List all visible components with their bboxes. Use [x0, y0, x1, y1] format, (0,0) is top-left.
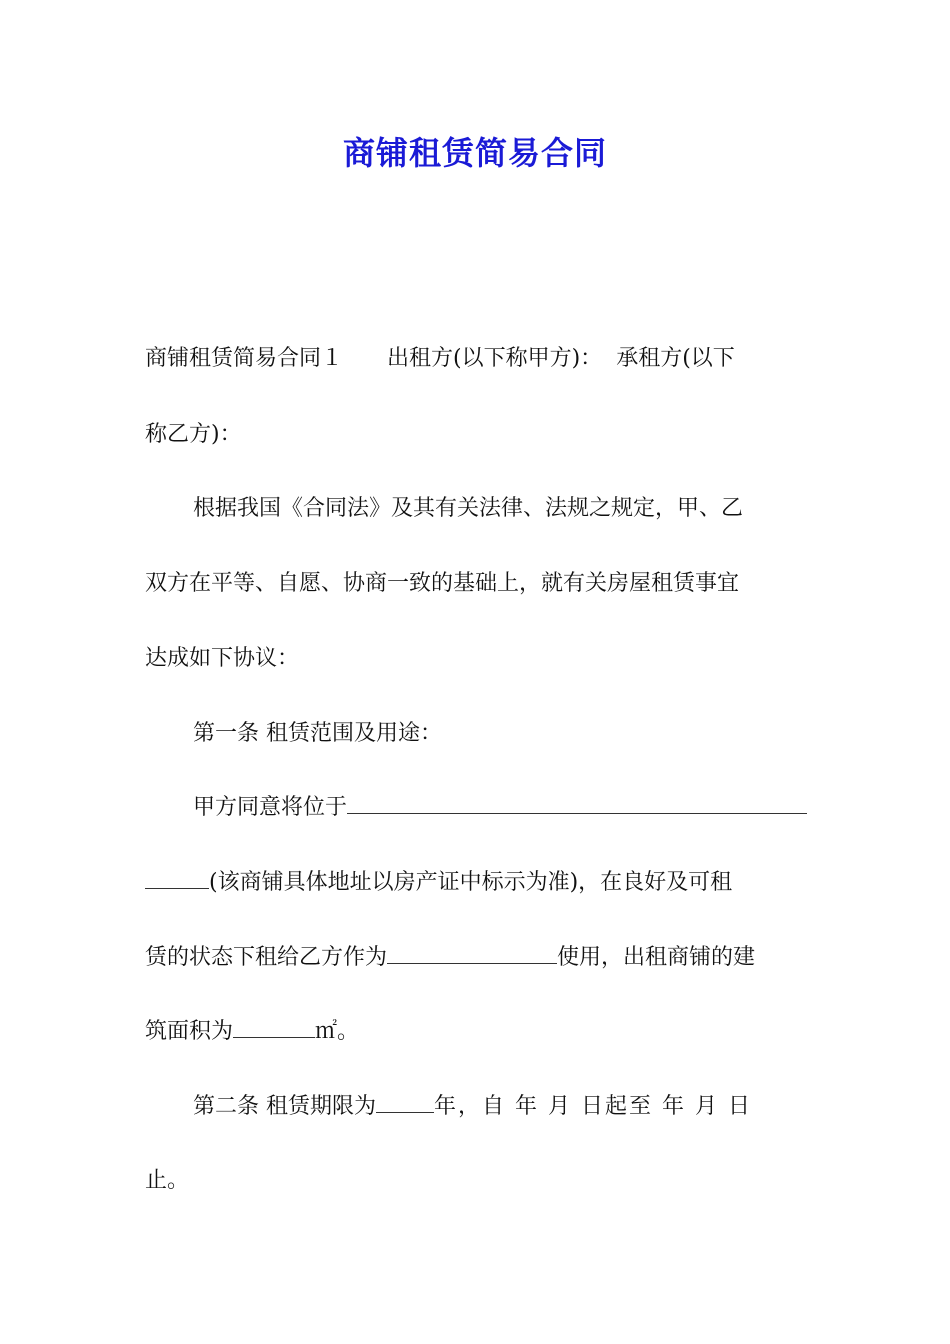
address-blank [347, 793, 807, 814]
article1-line-3 [145, 943, 807, 973]
purpose-blank [387, 943, 557, 964]
intro-line-1 [145, 344, 807, 374]
intro-line-2: 称乙方)： [145, 422, 242, 447]
article1-address-note: (该商铺具体地址以房产证中标示为准)，在良好及可租 [209, 870, 733, 895]
article1-area-unit: ㎡。 [315, 1019, 360, 1044]
document-title: 商铺租赁简易合同 [342, 134, 607, 172]
address-blank-continued [145, 868, 209, 889]
article1-purpose-text-b: 使用，出租商铺的建 [557, 945, 756, 970]
article1-heading: 第一条 租赁范围及用途： [193, 721, 442, 746]
article1-location-text: 甲方同意将位于 [193, 795, 348, 820]
article2-line-2: 止。 [145, 1168, 190, 1193]
para1-line-3: 达成如下协议： [145, 646, 300, 671]
article1-area-text-a: 筑面积为 [145, 1019, 234, 1044]
article1-line-4 [145, 1017, 807, 1047]
term-years-blank [376, 1092, 434, 1113]
lessee-label-start: 承租方(以下 [616, 346, 735, 371]
article2-term-text-a: 第二条 租赁期限为 [193, 1094, 376, 1119]
article1-line-1 [193, 793, 807, 823]
lessor-label: 出租方(以下称甲方)： [387, 346, 603, 371]
para1-line-2: 双方在平等、自愿、协商一致的基础上，就有关房屋租赁事宜 [145, 571, 740, 596]
article1-purpose-text-a: 赁的状态下租给乙方作为 [145, 945, 388, 970]
area-blank [233, 1017, 315, 1038]
article1-line-2 [145, 868, 807, 898]
para1-line-1: 根据我国《合同法》及其有关法律、法规之规定，甲、乙 [193, 496, 744, 521]
article2-line-1 [193, 1092, 807, 1122]
article2-term-text-b: 年，自 年 月 日起至 年 月 日 [434, 1094, 752, 1119]
contract-label: 商铺租赁简易合同１ [145, 346, 344, 371]
